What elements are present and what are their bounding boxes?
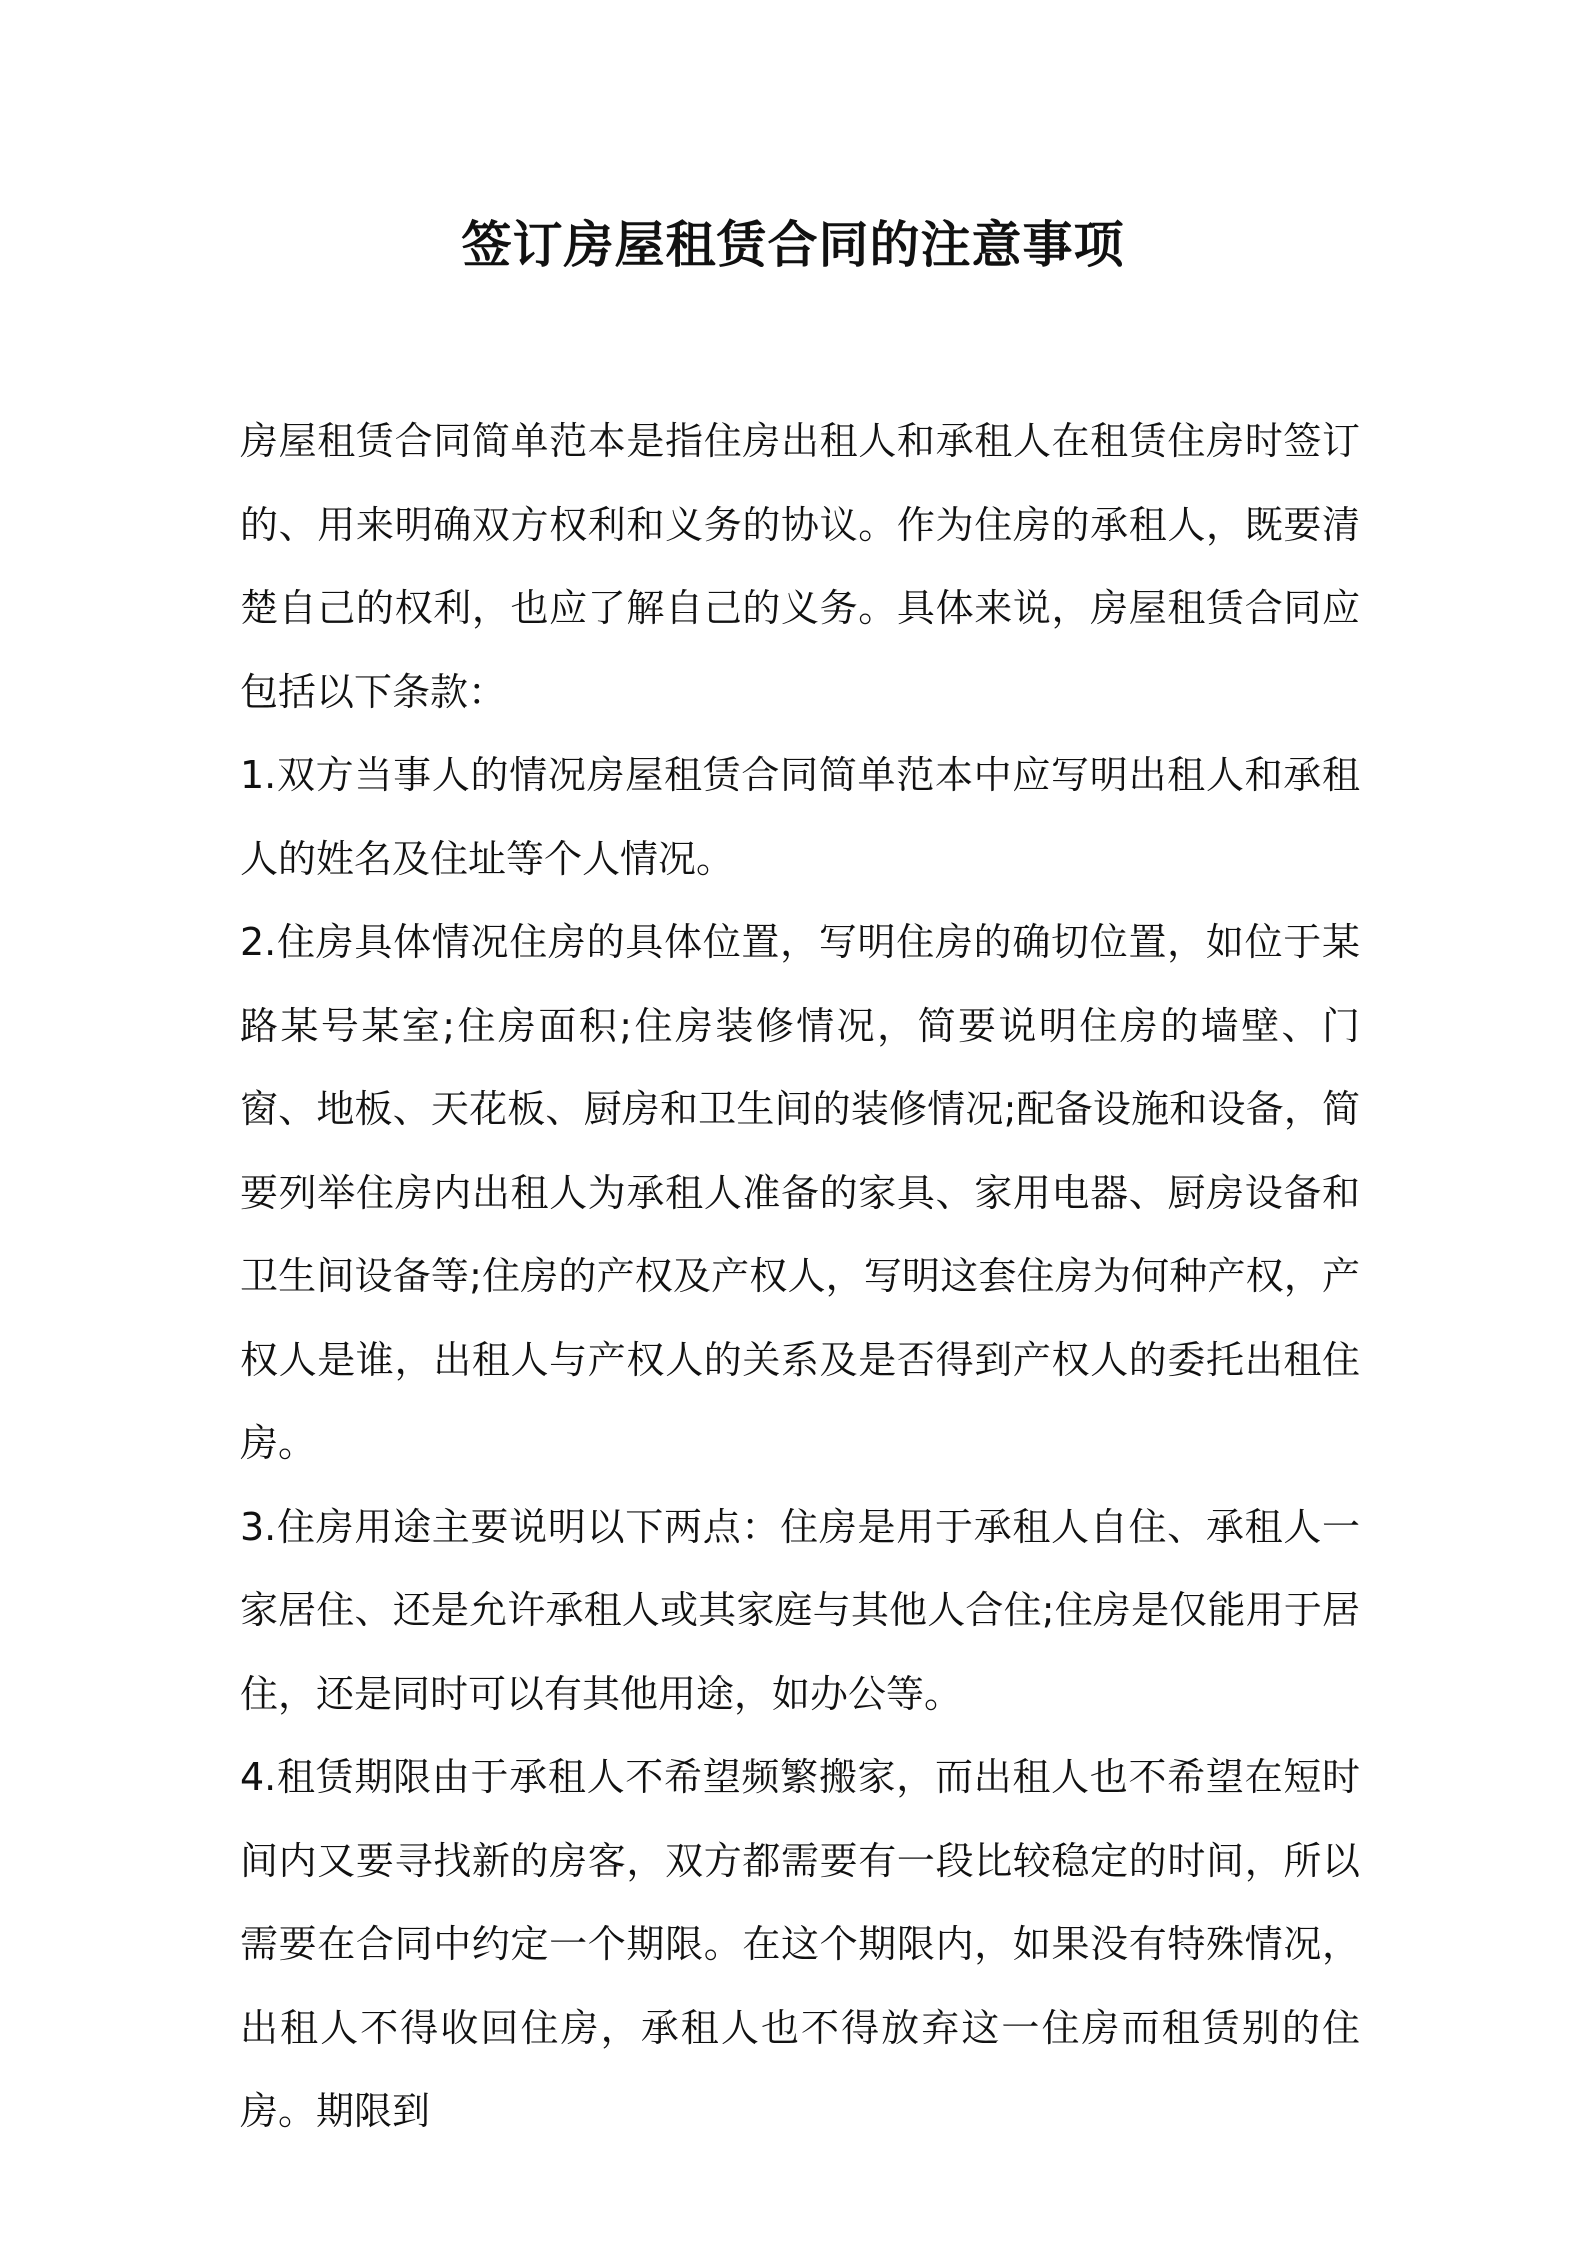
paragraph-intro: 房屋租赁合同简单范本是指住房出租人和承租人在租赁住房时签订的、用来明确双方权利和义务的协议。作为住房的承租人，既要清楚自己的权利，也应了解自己的义务。具体来说，房屋租赁合同应包括以下条款： — [240, 419, 1360, 714]
document-title: 签订房屋租赁合同的注意事项 — [461, 216, 1125, 274]
document-body — [240, 400, 1360, 2154]
paragraph-clause-2: 2.住房具体情况住房的具体位置，写明住房的确切位置，如位于某路某号某室;住房面积;住房装修情况，简要说明住房的墙壁、门窗、地板、天花板、厨房和卫生间的装修情况;配备设施和设备，简要列举住房内出租人为承租人准备的家具、家用电器、厨房设备和卫生间设备等;住房的产权及产权人，写明这套住房为何种产权，产权人是谁，出租人与产权人的关系及是否得到产权人的委托出租住房。 — [240, 920, 1360, 1465]
paragraph-clause-4: 4.租赁期限由于承租人不希望频繁搬家，而出租人也不希望在短时间内又要寻找新的房客，双方都需要有一段比较稳定的时间，所以需要在合同中约定一个期限。在这个期限内，如果没有特殊情况，出租人不得收回住房，承租人也不得放弃这一住房而租赁别的住房。期限到 — [240, 1755, 1360, 2133]
paragraph-clause-1: 1.双方当事人的情况房屋租赁合同简单范本中应写明出租人和承租人的姓名及住址等个人情况。 — [240, 753, 1360, 881]
paragraph-clause-3: 3.住房用途主要说明以下两点：住房是用于承租人自住、承租人一家居住、还是允许承租人或其家庭与其他人合住;住房是仅能用于居住，还是同时可以有其他用途，如办公等。 — [240, 1504, 1360, 1716]
